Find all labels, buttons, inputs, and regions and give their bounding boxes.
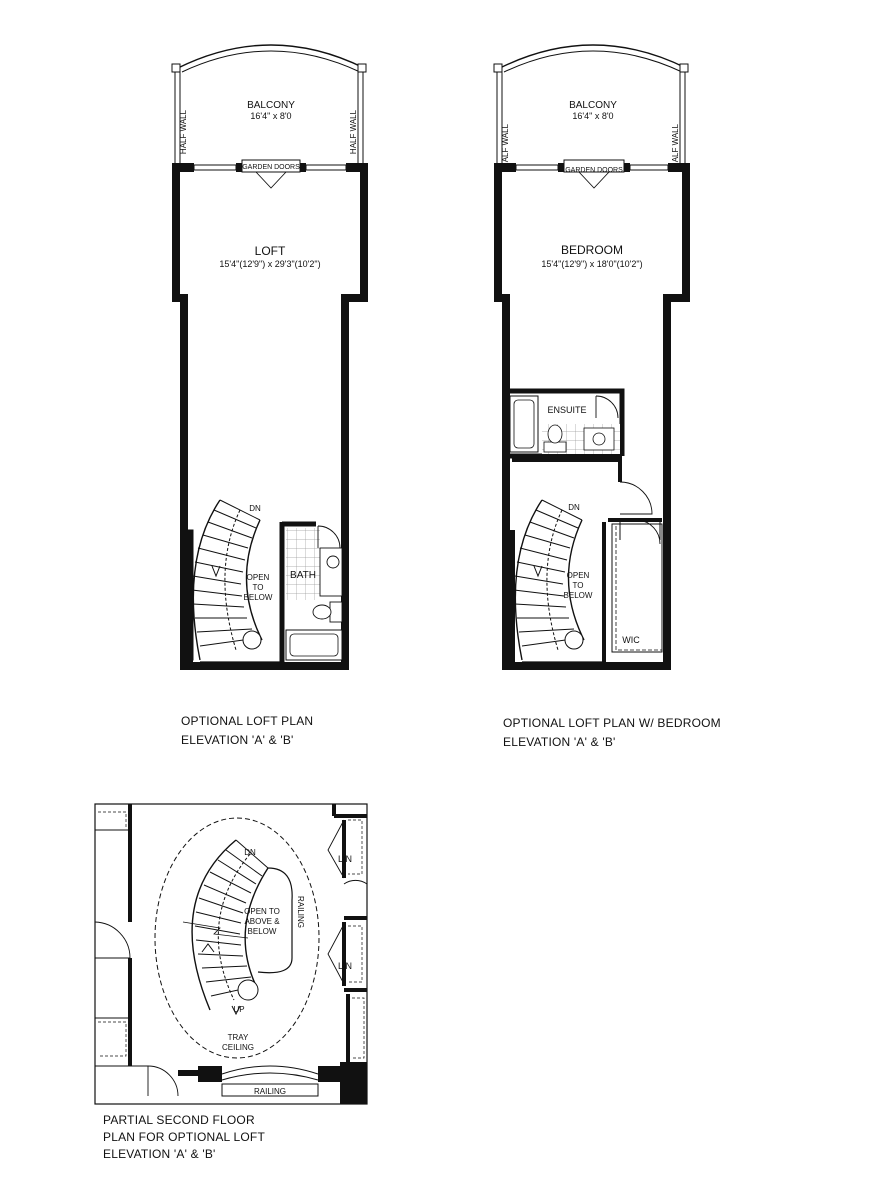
loft-room-dims: 15'4"(12'9") x 29'3"(10'2") (219, 259, 321, 269)
partial-railing-bottom-label: RAILING (253, 1087, 287, 1096)
bedroom-caption-line1: OPTIONAL LOFT PLAN W/ BEDROOM (503, 716, 721, 730)
loft-bath (282, 522, 342, 662)
loft-plan-caption (181, 712, 313, 750)
partial-tray-line1: TRAY (227, 1033, 249, 1042)
partial-open-line2: ABOVE & (244, 917, 280, 926)
partial-left-rooms (95, 804, 178, 1096)
partial-lin-top: LIN (337, 854, 353, 864)
loft-open-line2: TO (252, 583, 264, 592)
partial-open-line1: OPEN TO (244, 907, 280, 916)
bedroom-dn-label: DN (568, 503, 580, 512)
partial-open-line3: BELOW (247, 927, 277, 936)
partial-caption-line2: PLAN FOR OPTIONAL LOFT (103, 1130, 265, 1144)
loft-garden-doors-label: GARDEN DOORS (242, 164, 300, 171)
partial-plan-caption (103, 1112, 265, 1163)
loft-bath-label: BATH (290, 570, 316, 581)
loft-balcony-label: BALCONY (247, 100, 295, 111)
partial-bottom-wall (178, 1062, 367, 1104)
bedroom-wic-label: WIC (622, 635, 640, 645)
partial-plan (95, 804, 367, 1104)
partial-right-closets (328, 804, 367, 1064)
partial-railing-side-label: RAILING (296, 895, 305, 929)
partial-up-label: UP (233, 1005, 245, 1014)
bedroom-balcony-dims: 16'4" x 8'0 (572, 111, 614, 121)
bedroom-half-wall-right: HALF WALL (671, 123, 680, 169)
bedroom-open-line1: OPEN (566, 571, 590, 580)
bedroom-ensuite-label: ENSUITE (547, 405, 587, 415)
partial-caption-line3: ELEVATION 'A' & 'B' (103, 1147, 216, 1161)
bedroom-top-wall (494, 160, 690, 188)
partial-lin-bottom: LIN (337, 961, 353, 971)
loft-open-line1: OPEN (246, 573, 270, 582)
bedroom-balcony-label: BALCONY (569, 100, 617, 111)
partial-dn-label: DN (244, 848, 256, 857)
loft-open-line3: BELOW (243, 593, 273, 602)
partial-caption-line1: PARTIAL SECOND FLOOR (103, 1113, 255, 1127)
bedroom-room-dims: 15'4"(12'9") x 18'0"(10'2") (541, 259, 643, 269)
loft-caption-line1: OPTIONAL LOFT PLAN (181, 714, 314, 728)
loft-half-wall-right: HALF WALL (349, 109, 358, 155)
loft-room-label: LOFT (254, 244, 286, 258)
bedroom-ensuite (506, 391, 622, 456)
bedroom-stair (512, 500, 604, 662)
loft-balcony-dims: 16'4" x 8'0 (250, 111, 292, 121)
partial-tray-line2: CEILING (221, 1043, 255, 1052)
loft-dn-label: DN (249, 504, 261, 513)
tray-ceiling-outline (155, 818, 319, 1058)
bedroom-plan-caption (503, 714, 721, 752)
bedroom-open-line3: BELOW (563, 591, 593, 600)
bedroom-open-line2: TO (572, 581, 584, 590)
bedroom-garden-doors-label: GARDEN DOORS (565, 167, 623, 174)
bedroom-plan (494, 45, 690, 666)
loft-half-wall-left: HALF WALL (179, 109, 188, 155)
bedroom-hall-walls (512, 460, 662, 664)
bedroom-room-label: BEDROOM (560, 243, 624, 257)
loft-plan (172, 45, 368, 666)
loft-caption-line2: ELEVATION 'A' & 'B' (181, 733, 294, 747)
bedroom-half-wall-left: HALF WALL (501, 123, 510, 169)
bedroom-caption-line2: ELEVATION 'A' & 'B' (503, 735, 616, 749)
